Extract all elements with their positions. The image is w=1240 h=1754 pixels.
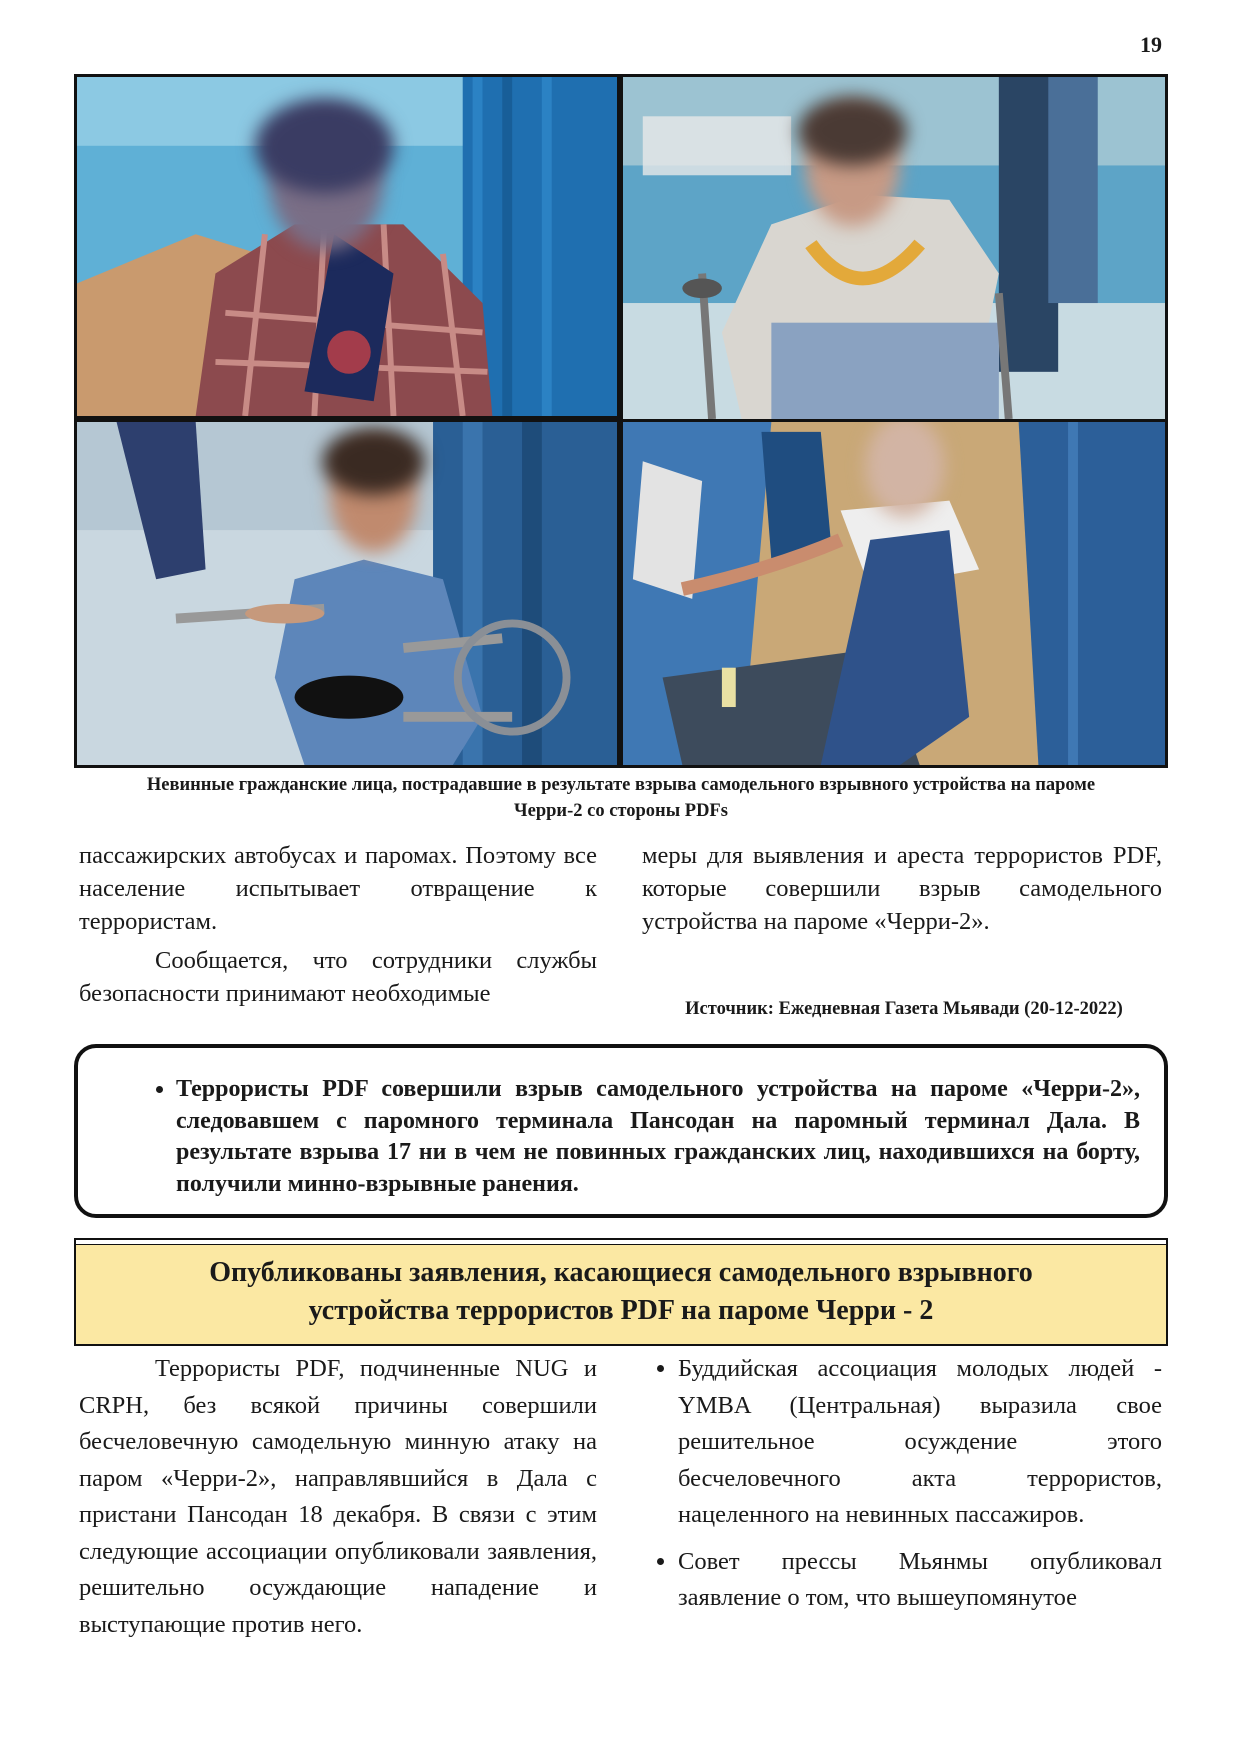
photo-injured-girl-wheelchair — [74, 419, 620, 768]
section-headline — [209, 1254, 1033, 1330]
caption-line-1: Невинные гражданские лица, пострадавшие в результате взрыва самодельного взрывного устройства на пароме — [146, 775, 1096, 795]
summary-box — [74, 1044, 1168, 1218]
article-left-paragraph-1: пассажирских автобусах и паромах. Поэтому все население испытывает отвращение к террористам. — [79, 842, 597, 935]
summary-bullet: • Террористы PDF совершили взрыв самодельного устройства на пароме «Черри-2», следовавшем с паромного терминала Пансодан на паромный терминал Дала. В результате взрыва 17 ни в чем не повинных гражданских лиц, находившихся на борту, получили минно-взрывные ранения. — [176, 1074, 1140, 1200]
caption-line-2: Черри-2 со стороны PDFs — [514, 801, 728, 821]
headline-line-2: устройства террористов PDF на пароме Черри - 2 — [308, 1295, 934, 1326]
photo-collage — [74, 74, 1168, 768]
second-article-right-column — [642, 1351, 1162, 1627]
second-article-paragraph: Террористы PDF, подчиненные NUG и CRPH, без всякой причины совершили бесчеловечную самодельную минную атаку на паром «Черри-2», направлявшийся в Дала с пристани Пансодан 18 декабря. В связи с этим следующие ассоциации опубликовали заявления, решительно осуждающие нападение и выступающие против него. — [79, 1355, 597, 1638]
second-article-left-column — [79, 1351, 597, 1643]
page-number: 19 — [1140, 32, 1162, 57]
article-right-column — [642, 839, 1162, 938]
article-left-paragraph-2: Сообщается, что сотрудники службы безопасности принимают необходимые — [79, 947, 597, 1007]
statement-list — [642, 1351, 1162, 1617]
photo-caption — [74, 772, 1168, 824]
photo-injured-person-wheelchair-sweatshirt — [620, 74, 1168, 422]
headline-line-1: Опубликованы заявления, касающиеся самодельного взрывного — [209, 1257, 1033, 1288]
article-source: Источник: Ежедневная Газета Мьявади (20-12-2022) — [685, 999, 1123, 1019]
article-right-paragraph-1: меры для выявления и ареста террористов PDF, которые совершили взрыв самодельного устройства на пароме «Черри-2». — [642, 842, 1162, 935]
statement-item-press-council: • Совет прессы Мьянмы опубликовал заявление о том, что вышеупомянутое — [678, 1544, 1162, 1617]
photo-injured-man-plaid-shirt — [74, 74, 620, 419]
article-left-column — [79, 839, 597, 1010]
photo-injured-person-hospital-bed — [620, 419, 1168, 768]
section-headline-bar — [74, 1238, 1168, 1346]
statement-item-ymba: • Буддийская ассоциация молодых людей -YMBA (Центральная) выразила свое решительное осуждение этого бесчеловечного акта террористов, нацеленного на невинных пассажиров. — [678, 1351, 1162, 1534]
